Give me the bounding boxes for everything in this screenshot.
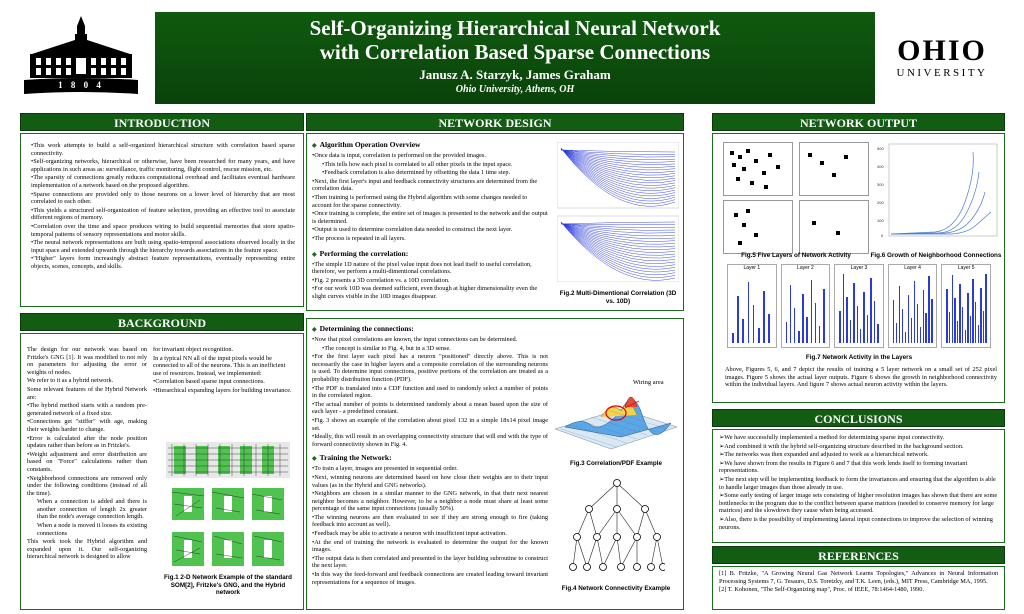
fig2-correlation-curves [557,142,679,282]
fig7-layer-panel [781,264,831,348]
fig1-panel-gng [166,486,290,522]
intro-bullet: •The neural network representations are built using spatio-temporal associations observed locally in the input space and extended upwards through the hierarchy towards associations in the feature space. [31,239,295,254]
background-paragraph: In a typical NN all of the input pixels would be connected to all of the neurons. This is an inefficient use of resources. Instead, we implemented: [153,354,286,377]
fig7-activity-bar [753,305,755,343]
fig2-caption: Fig.2 Multi-Dimentional Correlation (3D vs. 10D) [559,290,677,305]
fig7-layer-label: Layer 2 [797,265,814,271]
intro-bullet: •Self-organizing networks, hierarchical or otherwise, have been researched for many years, and have applications in such areas as: surveillance, traffic monitoring, flight control, rescue mission, etc. [31,158,295,173]
section-heading-introduction: INTRODUCTION [20,113,304,131]
background-left-column [27,346,147,562]
fig5-layer-output-3 [723,200,793,254]
fig7-activity-bar [959,284,961,343]
fig7-activity-bar [914,281,916,343]
title-banner [155,12,875,104]
correlation-heading: Performing the correlation: [319,248,409,258]
fig7-activity-bar [737,296,739,343]
fig7-activity-bar [768,314,770,343]
fig7-activity-bar [983,311,985,343]
fig7-caption: Fig.7 Network Activity in the Layers [805,354,913,361]
algorithm-bullet: •Next, the first layer's input and feedback connectivity structures are determined from the correlation data. [312,177,538,193]
background-paragraph: This work took the Hybrid algorithm and expanded upon it. Our self-organizing hierarchical network is designed to allow [27,538,147,561]
fig7-layer-label: Layer 4 [904,265,921,271]
fig4-network-tree [569,475,665,579]
fig7-activity-bar [860,329,862,343]
fig6-growth-curves [875,142,999,242]
background-paragraph: •Error is calculated after the node position updates rather than before as in Fritzke's. [27,434,147,450]
fig6-caption: Fig.6 Growth of Neighborhood Connections [870,252,1002,259]
figure-7-layer-activity [727,264,995,350]
connections-bullet: •Fig. 3 shows an example of the correlation about pixel 132 in a simple 18x14 pixel image set. [312,416,548,432]
references-panel [712,566,1005,610]
algorithm-bullet: •Then training is performed using the Hybrid algorithm with some changes needed to account for the sparse connectivity. [312,193,528,209]
fig7-activity-bar [946,289,948,343]
poster-title-line1: Self-Organizing Hierarchical Neural Network [309,16,721,40]
algorithm-heading: Algorithm Operation Overview [319,140,421,149]
algorithm-bullet: •Once data is input, correlation is performed on the provided images. [312,152,486,159]
intro-bullet: •This work attempts to build a self-organized hierarchical structure with correlation based sparse connectivity. [31,142,295,157]
fig1-panel-hybrid [166,530,290,568]
background-paragraph: When a connection is added and there is another connection of length 2x greater than the node's average connection length. [37,498,147,521]
algorithm-bullet: •The process is repeated in all layers. [312,234,406,242]
conclusion-item: ➢The networks was then expanded and adjusted to work as a hierarchical network. [719,451,929,459]
output-description: Above, Figures 5, 6, and 7 depict the results of training a 5 layer network on a small set of 252 pixel images. Figure 5 shows the actual layer outputs. Figure 6 shows the growth in neighborhood connectivity within the individual layers. And figure 7 shows actual neuron activity within the layers. [725,366,997,389]
fig7-activity-bar [952,275,954,343]
fig1-panel-som [166,442,290,478]
background-paragraph: We refer to it as a hybrid network. [27,377,114,385]
wordmark-ohio: OHIO [897,34,987,67]
fig7-activity-bar [920,327,922,343]
fig7-activity-bar [806,317,808,343]
fig7-activity-bar [911,318,913,343]
wordmark-university: UNIVERSITY [896,67,988,79]
affiliation: Ohio University, Athens, OH [455,84,575,95]
fig5-layer-output-1 [723,142,793,196]
fig7-layer-panel [888,264,938,348]
fig7-activity-bar [928,276,930,343]
background-paragraph: Some relevant features of the Hybrid Network are: [27,385,147,401]
svg-text:400: 400 [877,164,884,169]
algorithm-bullet: •Once training is complete, the entire set of images is presented to the network and the output is determined. [312,210,548,225]
section-heading-network-design: NETWORK DESIGN [306,113,684,131]
fig7-activity-bar [742,319,744,343]
fig7-layer-label: Layer 1 [743,265,761,271]
fig7-activity-bar [819,326,821,343]
design-panel-bottom [306,318,684,610]
fig7-activity-bar [967,293,969,343]
fig7-activity-bar [925,313,927,343]
algorithm-text [312,152,548,243]
background-paragraph: When a node is moved it looses its existing connections [37,522,147,537]
fig7-activity-bar [985,274,987,343]
algorithm-overview-block [312,139,548,302]
conclusion-item: ➢And combined it with the hybrid self-organizing structure described in the background section. [719,442,964,450]
references-text [719,570,998,594]
figure-5-layer-outputs [723,142,869,254]
fig7-activity-bar [917,304,919,343]
seal-year: 1 8 0 4 [58,80,104,90]
connections-bullet: •Now that pixel correlations are known, the input connections can be determined. [312,336,518,343]
intro-bullet: •This yields a structured self-organization of feature selection, providing an effective tool to associate different regions of memory. [31,206,295,222]
correlation-bullet: •Fig. 2 presents a 3D correlation vs. a 10D correlation. [312,276,450,284]
background-paragraph: •Weight adjustment and error distribution are based on "Force" calculations rather than constants. [27,450,147,473]
training-bullet: •Neighbors are chosen in a similar manner to the GNG network, in that their next nearest neighbor becomes a neighbor. However, to be a neighbor a node must share at least some percentage of the same input connections (usually 50%). [312,490,548,513]
training-bullet: •In this way the feed-forward and feedback connections are created leading toward invariant representations for a sequence of images. [312,571,548,586]
ohio-university-wordmark [878,36,1006,80]
fig7-activity-bar [949,312,951,343]
background-paragraph: for invariant object recognition. [153,346,234,353]
conclusions-panel [712,429,1005,543]
fig7-activity-bar [931,299,933,343]
wiring-area-label: Wiring area [633,379,664,386]
connections-text [312,336,548,448]
fig5-caption: Fig.5 Five Layers of Network Activity [741,252,851,259]
reference-item: [1] B. Fritzke, "A Growing Neural Gas Network Learns Topologies," Advances in Neural Information Processing Systems 7, G. Tesauro, D.S. Toretzky, and T.K. Leen, (eds.), MIT Press, Cambridge MA, 1995. [719,570,998,585]
connections-bullet: •The concept is similar to Fig. 4, but in a 3D sense. [322,344,451,352]
network-output-panel [712,133,1005,403]
fig7-activity-bar [957,321,959,343]
fig7-activity-bar [970,316,972,343]
training-bullet: •Next, winning neurons are determined based on how close their weights are to their input values (as in the Hybrid and GNG networks). [312,473,548,489]
training-bullet: •The output data is then correlated and presented to the layer building subroutine to construct the next layer. [312,554,548,570]
fig7-activity-bar [843,274,845,343]
fig7-activity-bar [877,324,879,343]
connections-bullet: •For the first layer each pixel has a neuron "positioned" directly above. This is not necessarily the case in higher layers and a composite correlation of the surrounding neurons is used. To determine input connections, positive portions of the correlation are treated as a probability distribution function (PDF). [312,353,548,383]
fig4-caption: Fig.4 Network Connectivity Example [561,585,671,592]
fig7-activity-bar [905,332,907,343]
background-paragraph: •Neighborhood connections are removed only under the following conditions (instead of all the time). [27,474,147,497]
algorithm-bullet: •Feedback correlation is also determined by offsetting the data 1 time step. [322,169,511,177]
section-heading-conclusions: CONCLUSIONS [712,409,1005,427]
background-panel [20,333,304,610]
fig7-activity-bar [853,283,855,343]
section-heading-network-output: NETWORK OUTPUT [712,113,1005,131]
fig7-activity-bar [811,280,813,343]
fig7-activity-bar [732,333,734,343]
intro-bullet: •The sparsity of connections greatly reduces computational overhead and facilitates eventual hardware implementation of a network based on the proposed algorithm. [31,174,295,189]
fig7-activity-bar [823,289,825,343]
conclusion-item: ➢We have shown from the results in Figure 6 and 7 that this work lends itself to forming invariant representations. [719,459,968,475]
svg-text:100: 100 [877,218,884,223]
intro-bullet: •"Higher" layers form increasingly abstract feature representations, eventually representing entire objects, scenes, concepts, and skills. [31,255,295,270]
background-paragraph: •Hierarchical expanding layers for building invariance. [153,386,292,394]
fig7-activity-bar [923,290,925,343]
svg-text:0: 0 [881,233,884,238]
fig5-layer-output-4 [799,200,869,254]
intro-bullet: •Correlation over the time and space produces wiring to build sequential memories that store spatio-temporal patterns of sensory representations and motor skills. [31,222,295,238]
fig7-activity-bar [893,300,895,343]
poster-header [0,0,1024,110]
fig5-layer-output-2 [799,142,869,196]
fig7-activity-bar [954,298,956,343]
fig7-activity-bar [896,323,898,343]
figure-3-correlation-surface [551,377,681,457]
introduction-panel [20,133,304,307]
conclusions-text [719,434,998,531]
diamond-bullet-icon: ◆ [312,251,317,258]
intro-bullet: •Sparse connections are provided only to those neurons on a lower level of hierarchy that are most correlated to each other. [31,190,295,206]
fig7-activity-bar [763,291,765,343]
connections-block [312,323,548,587]
fig7-activity-bar [748,282,750,343]
svg-text:300: 300 [877,182,884,187]
connections-bullet: •The PDF is translated into a CDF function and used to randomly select a number of points in the correlated region. [312,384,548,400]
background-paragraph: •The hybrid method starts with a random pre-generated network of a fixed size. [27,402,147,417]
fig7-activity-bar [758,328,760,343]
diamond-bullet-icon: ◆ [312,327,317,333]
training-bullet: •At the end of training the network is evaluated to determine the output for the known images. [312,538,548,554]
ohio-university-seal [22,14,140,96]
conclusion-item: ➢We have successfully implemented a method for determining sparse input connectivity. [719,434,945,441]
fig7-layer-label: Layer 3 [850,265,868,271]
design-panel-top [306,133,684,311]
fig7-activity-bar [902,309,904,343]
fig7-activity-bar [975,302,977,343]
authors: Janusz A. Starzyk, James Graham [419,67,611,82]
fig7-activity-bar [874,301,876,343]
fig7-activity-bar [798,331,800,343]
fig1-network-graphics [164,438,292,572]
training-heading: Training the Network: [319,453,392,463]
fig7-activity-bar [846,297,848,343]
fig7-activity-bar [962,307,964,343]
fig7-activity-bar [965,330,967,343]
reference-item: [2] T. Kohonen, "The Self-Organizing map", Proc. of IEEE, 78:1464-1480, 1990. [719,586,925,594]
background-paragraph: •Correlation based sparse input connections. [153,378,265,386]
correlation-bullet: •For our work 10D was deemed sufficient, even though at higher dimensionality even the slight curves visible in the 10D images disappear. [312,285,538,300]
fig7-activity-bar [794,308,796,343]
fig7-activity-bar [867,315,869,343]
diamond-bullet-icon: ◆ [312,456,317,463]
correlation-text [312,261,548,301]
fig7-activity-bar [802,294,804,343]
section-heading-references: REFERENCES [712,546,1005,564]
figure-6-growth-plot [875,142,999,242]
algorithm-bullet: •This tells how each pixel is correlated to all other pixels in the input space. [322,160,513,168]
background-paragraph: •Connections get "stiffer" with age, making their weights harder to change. [27,418,147,433]
fig7-activity-bar [786,322,788,343]
fig1-caption: Fig.1 2-D Network Example of the standard SOM[2], Fritzke's GNG, and the Hybrid network [163,574,293,597]
fig7-layer-panel [941,264,991,348]
connections-bullet: •Ideally, this will result in an overlapping connectivity structure that will end with the type of forward connectivity shown in Fig. 4. [312,433,548,448]
fig7-activity-bar [980,288,982,343]
figure-1-network-examples [164,438,292,572]
fig7-layer-panel [834,264,884,348]
fig7-activity-bar [839,311,841,343]
fig7-layer-panel [727,264,777,348]
training-bullet: •Feedback may be able to activate a neuron with insufficient input activation. [312,530,507,538]
figure-2-correlation-plots [557,142,679,282]
fig3-surface-plot [551,377,681,457]
background-paragraph: The design for our network was based on Fritzke's GNG [1]. It was modified to not rely on parameters for adjusting the error or weights of nodes. [27,346,147,376]
fig7-activity-bar [790,285,792,343]
correlation-bullet: •The simple 1D nature of the pixel value input does not lead itself to useful correlation, therefore, we perform a multi-dimentional correlations. [312,260,532,276]
fig7-activity-bar [908,295,910,343]
diamond-bullet-icon: ◆ [312,143,317,149]
fig7-activity-bar [857,306,859,343]
svg-text:500: 500 [877,146,884,151]
fig7-activity-bar [850,320,852,343]
fig7-layer-label: Layer 5 [957,265,975,271]
fig3-caption: Fig.3 Correlation/PDF Example [569,460,663,467]
fig7-activity-bar [870,278,872,343]
fig7-activity-bar [863,292,865,343]
section-heading-background: BACKGROUND [20,313,304,331]
figure-4-connectivity-tree [569,475,665,579]
poster-title-line2: with Correlation Based Sparse Connections [319,40,711,64]
training-text [312,465,548,586]
fig7-activity-bar [972,279,974,343]
training-bullet: •To train a layer, images are presented in sequential order. [312,465,458,473]
background-right-column [153,346,295,396]
algorithm-bullet: •Output is used to determine correlation data needed to construct the next layer. [312,226,513,234]
fig7-activity-bar [899,286,901,343]
connections-bullet: •The actual number of points is determined randomly about a mean based upon the size of each layer - a predefined constant. [312,400,548,416]
conclusion-item: ➢Some early testing of larger image sets consisting of higher resolution images has shown that there are some bottlenecks in the program due to the conflict between sparse matrices (needed to conserve memory for large matrices) and the slowdown they cause when being accessed. [719,492,998,515]
conclusion-item: ➢Also, there is the possibility of implementing lateral input connections to improve the selection of winning neurons. [719,515,993,531]
fig7-activity-bar [815,303,817,343]
fig7-activity-bar [978,325,980,343]
connections-heading: Determining the connections: [319,324,414,333]
introduction-text [31,142,295,271]
svg-text:200: 200 [877,200,884,205]
training-bullet: •The winning neurons are then evaluated to see if they are strong enough to fire (taking feedback into account as well). [312,513,548,529]
conclusion-item: ➢The next step will be implementing feedback to form the invariances and ensuring that the algorithm is able to handle larger images than those already in use. [719,475,996,491]
